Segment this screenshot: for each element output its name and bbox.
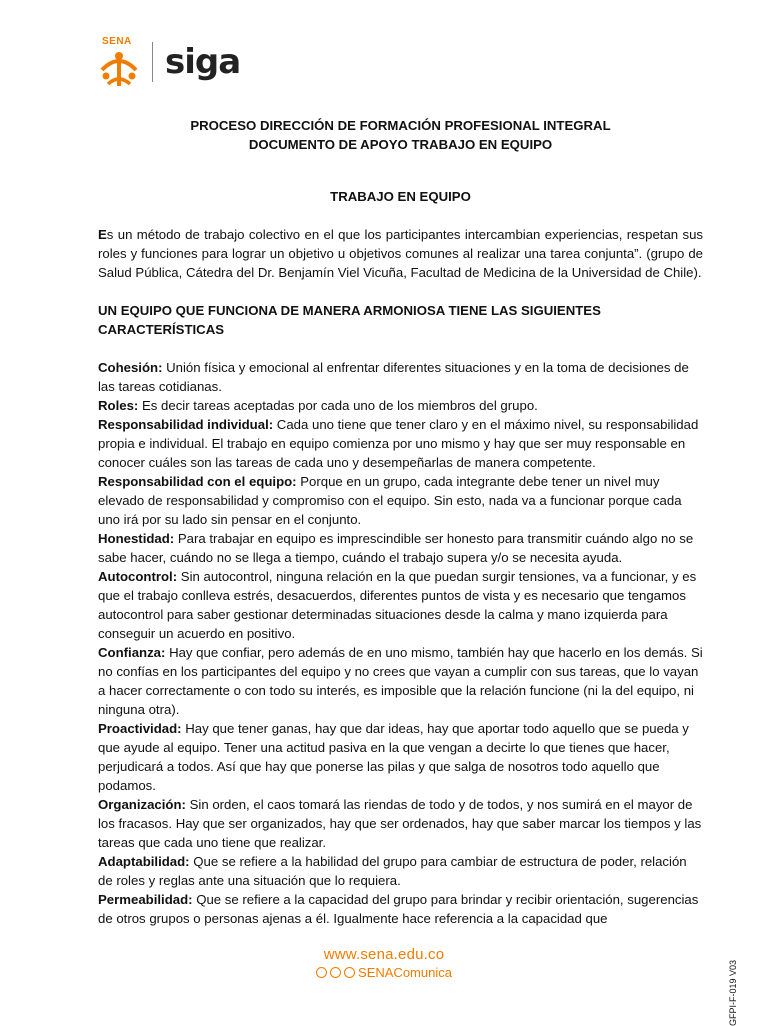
characteristics-list (98, 358, 703, 928)
characteristic-text: Que se refiere a la habilidad del grupo para cambiar de estructura de poder, relación de roles y reglas ante una situación que lo requiera. (98, 854, 687, 888)
characteristic-item (98, 643, 703, 719)
characteristics-heading: UN EQUIPO QUE FUNCIONA DE MANERA ARMONIOSA TIENE LAS SIGUIENTES CARACTERÍSTICAS (98, 303, 601, 337)
characteristic-text: Porque en un grupo, cada integrante debe tener un nivel muy elevado de responsabilidad y compromiso con el equipo. Sin esto, nada va a funcionar porque cada uno irá por su lado sin pensar en el conjunto. (98, 474, 682, 527)
characteristic-item (98, 415, 703, 472)
intro-paragraph (98, 225, 703, 282)
characteristic-term: Roles: (98, 398, 139, 413)
characteristic-item (98, 567, 703, 643)
characteristic-item (98, 795, 703, 852)
characteristic-term: Autocontrol: (98, 569, 178, 584)
sena-logo (96, 36, 142, 88)
characteristic-term: Proactividad: (98, 721, 182, 736)
characteristic-item (98, 396, 703, 415)
characteristic-term: Responsabilidad con el equipo: (98, 474, 297, 489)
intro-text: s un método de trabajo colectivo en el que los participantes intercambian experiencias, respetan sus roles y funciones para lograr un objetivo u objetivos comunes al realizar una tarea conjunta”. (grupo de Salud Pública, Cátedra del Dr. Benjamín Viel Vicuña, Facultad de Medicina de la Universidad de Chile). (98, 227, 703, 280)
document-code: GFPI-F-019 V03 (728, 960, 738, 1026)
characteristic-term: Adaptabilidad: (98, 854, 190, 869)
document-body (98, 116, 703, 928)
characteristic-text: Para trabajar en equipo es imprescindible ser honesto para transmitir cuándo algo no se sabe hacer, cuándo no se llega a tiempo, cuándo el trabajo supera y/o se necesita ayuda. (98, 531, 694, 565)
characteristic-term: Organización: (98, 797, 186, 812)
characteristic-term: Honestidad: (98, 531, 175, 546)
characteristic-text: Hay que confiar, pero además de en uno mismo, también hay que hacerlo en los demás. Si no confías en los participantes del equipo y no crees que vayan a cumplir con sus tareas, que lo vayan a hacer correctamente o con todo su interés, es imposible que la relación funcione (ni la del equipo, ni ninguna otra). (98, 645, 703, 717)
header-logo (96, 36, 240, 88)
characteristic-text: Cada uno tiene que tener claro y en el máximo nivel, su responsabilidad propia e individual. El trabajo en equipo comienza por uno mismo y hay que ser muy responsable en conocer cuáles son las tareas de cada uno y desempeñarlas de manera competente. (98, 417, 699, 470)
characteristic-text: Que se refiere a la capacidad del grupo para brindar y recibir orientación, sugerencias de otros grupos o personas ajenas a él. Igualmente hace referencia a la capacidad que (98, 892, 699, 926)
characteristic-text: Hay que tener ganas, hay que dar ideas, hay que aportar todo aquello que se pueda y que ayude al equipo. Tener una actitud pasiva en la que vengan a decirte lo que tienes que hacer, perjudicará a todos. Así que hay que ponerse las pilas y que salga de nosotros todo aquello que podamos. (98, 721, 689, 793)
footer-url: www.sena.edu.co (323, 946, 445, 963)
characteristic-term: Responsabilidad individual: (98, 417, 274, 432)
footer-social (0, 965, 768, 980)
siga-logo (165, 42, 240, 82)
siga-wordmark: siga (165, 42, 241, 82)
characteristic-item (98, 529, 703, 567)
process-title: PROCESO DIRECCIÓN DE FORMACIÓN PROFESIONAL INTEGRAL (190, 118, 611, 133)
document-title: DOCUMENTO DE APOYO TRABAJO EN EQUIPO (248, 137, 553, 152)
social-handle: SENAComunica (358, 965, 452, 980)
characteristic-item (98, 852, 703, 890)
intro-lead: E (98, 227, 107, 242)
youtube-icon (344, 967, 355, 978)
section-title: TRABAJO EN EQUIPO (330, 189, 471, 204)
characteristic-term: Cohesión: (98, 360, 163, 375)
characteristic-text: Sin orden, el caos tomará las riendas de todo y de todos, y nos sumirá en el mayor de los fracasos. Hay que ser organizados, hay que ser ordenados, hay que saber marcar los tiempos y las tareas que cada uno tiene que realizar. (98, 797, 702, 850)
characteristic-item (98, 358, 703, 396)
logo-divider (152, 42, 153, 82)
characteristic-item (98, 890, 703, 928)
twitter-icon (316, 967, 327, 978)
facebook-icon (330, 967, 341, 978)
sena-wordmark: SENA (102, 36, 132, 47)
characteristic-text: Es decir tareas aceptadas por cada uno de los miembros del grupo. (138, 398, 538, 413)
characteristic-item (98, 472, 703, 529)
characteristic-term: Confianza: (98, 645, 166, 660)
characteristic-item (98, 719, 703, 795)
characteristic-text: Sin autocontrol, ninguna relación en la que puedan surgir tensiones, va a funcionar, y es que el trabajo conlleva estrés, desacuerdos, diferentes puntos de vista y es necesario que tengamos autocontrol para saber gestionar determinadas situaciones desde la calma y mano izquierda para conseguir un acuerdo en positivo. (98, 569, 697, 641)
characteristic-text: Unión física y emocional al enfrentar diferentes situaciones y en la toma de decisiones de las tareas cotidianas. (98, 360, 689, 394)
characteristic-term: Permeabilidad: (98, 892, 193, 907)
footer (0, 946, 768, 980)
